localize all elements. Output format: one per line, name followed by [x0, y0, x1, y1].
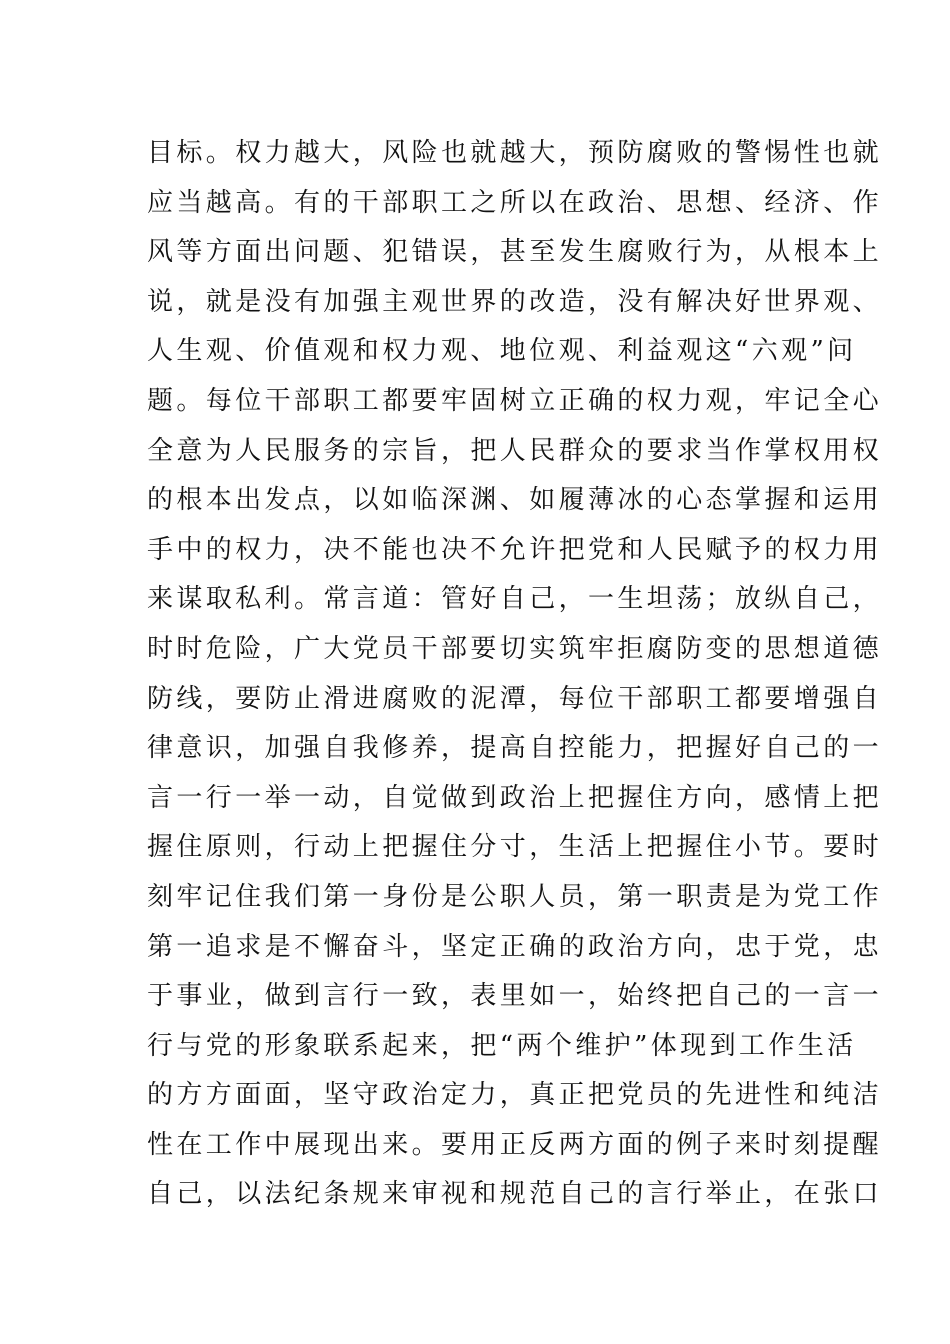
text-line: 防线，要防止滑进腐败的泥潭，每位干部职工都要增强自	[147, 683, 883, 714]
text-line: 律意识，加强自我修养，提高自控能力，把握好自己的一	[147, 733, 883, 764]
body-text	[147, 129, 883, 1220]
text-line: 来谋取私利。常言道：管好自己，一生坦荡；放纵自己，	[147, 584, 883, 615]
text-line: 目标。权力越大，风险也就越大，预防腐败的警惕性也就	[147, 138, 883, 168]
text-line: 时时危险，广大党员干部要切实筑牢拒腐防变的思想道德	[147, 633, 883, 664]
text-line: 应当越高。有的干部职工之所以在政治、思想、经济、作	[147, 187, 883, 218]
text-line: 于事业，做到言行一致，表里如一，始终把自己的一言一	[147, 981, 883, 1012]
text-line: 言一行一举一动，自觉做到政治上把握住方向，感情上把	[147, 782, 883, 813]
text-line: 性在工作中展现出来。要用正反两方面的例子来时刻提醒	[147, 1129, 883, 1160]
text-line: 的根本出发点，以如临深渊、如履薄冰的心态掌握和运用	[147, 485, 883, 516]
text-line: 题。每位干部职工都要牢固树立正确的权力观，牢记全心	[147, 385, 883, 416]
text-line: 行与党的形象联系起来，把“两个维护”体现到工作生活	[147, 1030, 857, 1061]
text-line: 握住原则，行动上把握住分寸，生活上把握住小节。要时	[147, 832, 883, 863]
text-line: 风等方面出问题、犯错误，甚至发生腐败行为，从根本上	[147, 237, 883, 268]
text-line: 手中的权力，决不能也决不允许把党和人民赋予的权力用	[147, 534, 883, 565]
text-line: 人生观、价值观和权力观、地位观、利益观这“六观”问	[147, 336, 857, 367]
text-line: 说，就是没有加强主观世界的改造，没有解决好世界观、	[147, 286, 883, 317]
text-line: 的方方面面，坚守政治定力，真正把党员的先进性和纯洁	[147, 1080, 883, 1111]
text-line: 第一追求是不懈奋斗，坚定正确的政治方向，忠于党，忠	[147, 931, 883, 962]
text-line: 全意为人民服务的宗旨，把人民群众的要求当作掌权用权	[147, 435, 883, 466]
text-line: 刻牢记住我们第一身份是公职人员，第一职责是为党工作	[147, 881, 883, 912]
text-line: 自己，以法纪条规来审视和规范自己的言行举止，在张口	[147, 1179, 883, 1210]
